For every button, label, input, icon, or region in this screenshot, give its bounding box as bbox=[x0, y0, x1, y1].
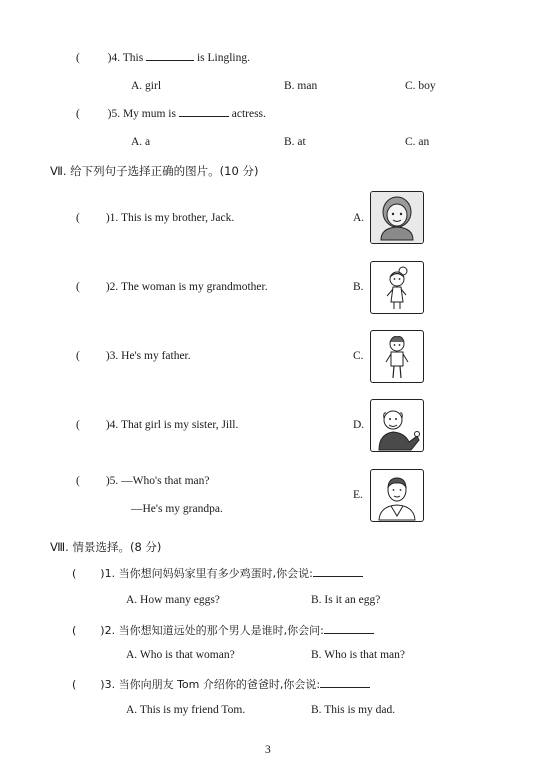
answer-paren[interactable]: ( bbox=[76, 475, 80, 487]
boy-icon[interactable] bbox=[370, 330, 424, 383]
option-a[interactable]: A. This is my friend Tom. bbox=[126, 704, 246, 716]
picture-label-c: C. bbox=[353, 350, 364, 362]
question-7-2: ( )2. The woman is my grandmother. bbox=[76, 281, 268, 293]
question-7-4: ( )4. That girl is my sister, Jill. bbox=[76, 419, 239, 431]
picture-label-a: A. bbox=[353, 212, 365, 224]
option-b[interactable]: B. man bbox=[284, 80, 318, 92]
girl-icon[interactable] bbox=[370, 261, 424, 314]
question-6-5: ( )5. My mum is actress. bbox=[76, 108, 266, 120]
answer-paren[interactable]: ( bbox=[76, 419, 80, 431]
answer-paren-open[interactable]: ( bbox=[76, 52, 80, 64]
question-7-3: ( )3. He's my father. bbox=[76, 350, 191, 362]
question-text-pre: This bbox=[122, 52, 144, 64]
question-8-2: ( )2. 当你想知道远处的那个男人是谁时,你会问: bbox=[72, 622, 374, 638]
question-text-post: is Lingling. bbox=[196, 52, 250, 64]
picture-label-d: D. bbox=[353, 419, 365, 431]
question-6-4: ( )4. This is Lingling. bbox=[76, 52, 250, 64]
answer-paren[interactable]: ( bbox=[72, 567, 77, 580]
option-a[interactable]: A. Who is that woman? bbox=[126, 649, 235, 661]
answer-paren[interactable]: ( bbox=[76, 281, 80, 293]
answer-blank[interactable] bbox=[179, 115, 229, 117]
answer-paren-open[interactable]: ( bbox=[76, 108, 80, 120]
option-b[interactable]: B. This is my dad. bbox=[311, 704, 396, 716]
picture-label-b: B. bbox=[353, 281, 364, 293]
question-8-1: ( )1. 当你想问妈妈家里有多少鸡蛋时,你会说: bbox=[72, 565, 363, 581]
grandmother-icon[interactable] bbox=[370, 191, 424, 244]
option-a[interactable]: A. girl bbox=[131, 80, 162, 92]
answer-paren[interactable]: ( bbox=[72, 678, 77, 691]
question-text-post: actress. bbox=[231, 108, 266, 120]
answer-blank[interactable] bbox=[324, 632, 374, 634]
question-8-3: ( )3. 当你向朋友 Tom 介绍你的爸爸时,你会说: bbox=[72, 676, 370, 692]
question-7-5: ( )5. —Who's that man? bbox=[76, 475, 210, 487]
option-c[interactable]: C. boy bbox=[405, 80, 436, 92]
page-number: 3 bbox=[265, 744, 271, 756]
question-7-1: ( )1. This is my brother, Jack. bbox=[76, 212, 235, 224]
option-c[interactable]: C. an bbox=[405, 136, 430, 148]
question-7-5-answer-line: —He's my grandpa. bbox=[131, 503, 223, 515]
answer-paren[interactable]: ( bbox=[72, 624, 77, 637]
answer-blank[interactable] bbox=[146, 59, 194, 61]
question-text-pre: My mum is bbox=[122, 108, 176, 120]
answer-paren[interactable]: ( bbox=[76, 350, 80, 362]
answer-paren[interactable]: ( bbox=[76, 212, 80, 224]
section-8-heading: Ⅷ. 情景选择。(8 分) bbox=[50, 540, 162, 554]
answer-blank[interactable] bbox=[320, 686, 370, 688]
option-b[interactable]: B. at bbox=[284, 136, 306, 148]
section-7-heading: Ⅶ. 给下列句子选择正确的图片。(10 分) bbox=[50, 164, 259, 178]
picture-label-e: E. bbox=[353, 489, 363, 501]
option-b[interactable]: B. Who is that man? bbox=[311, 649, 406, 661]
option-a[interactable]: A. a bbox=[131, 136, 151, 148]
option-a[interactable]: A. How many eggs? bbox=[126, 594, 220, 606]
option-b[interactable]: B. Is it an egg? bbox=[311, 594, 381, 606]
man-icon[interactable] bbox=[370, 469, 424, 522]
answer-blank[interactable] bbox=[313, 575, 363, 577]
grandfather-icon[interactable] bbox=[370, 399, 424, 452]
